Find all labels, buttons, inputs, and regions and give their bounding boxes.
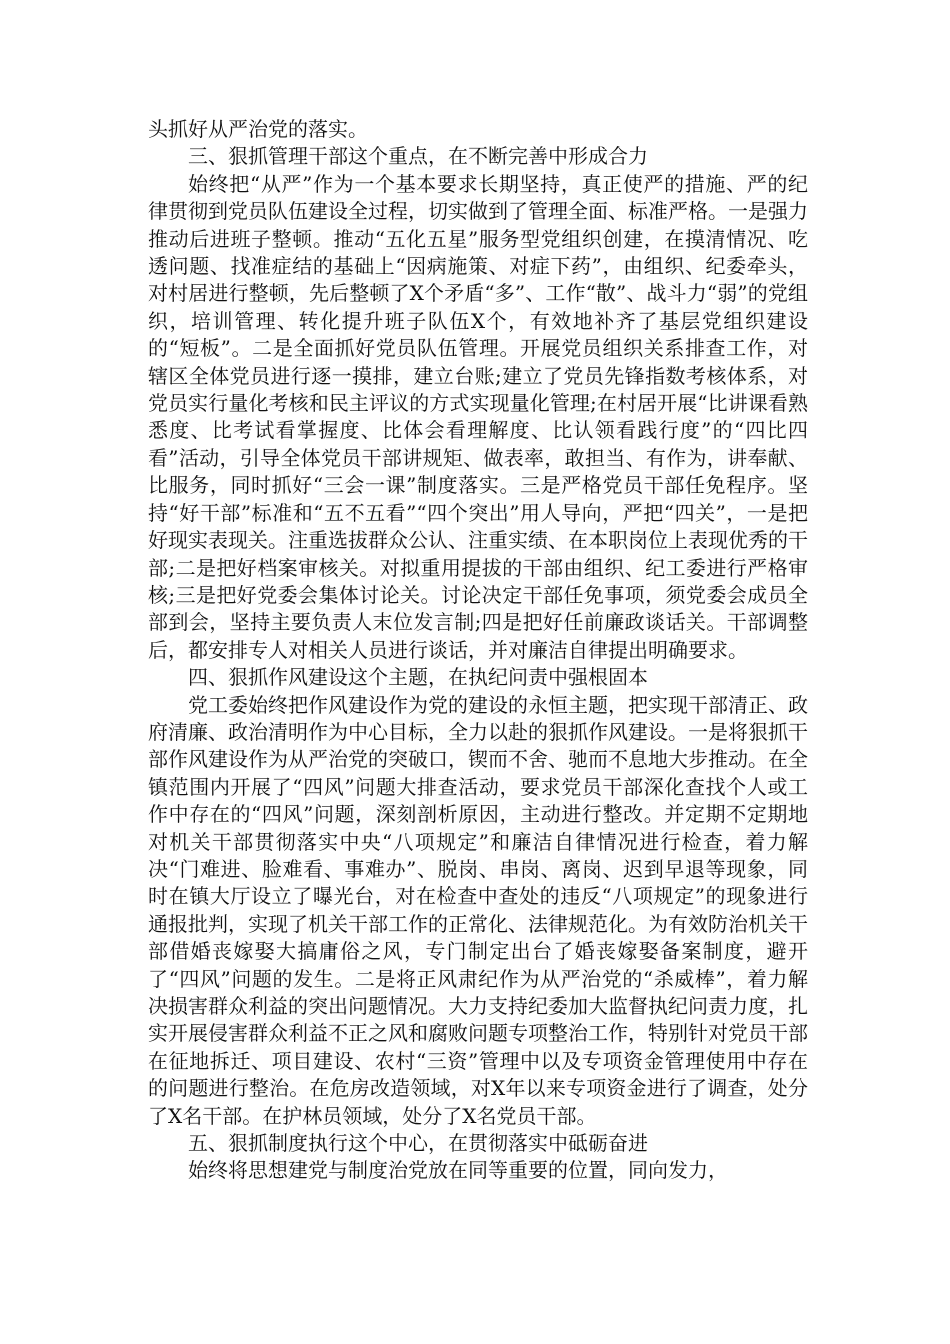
paragraph-continuation: 头抓好从严治党的落实。 [148, 117, 368, 141]
document-body [148, 116, 808, 1185]
section-heading-5: 五、狠抓制度执行这个中心，在贯彻落实中砥砺奋进 [188, 1131, 648, 1156]
paragraph-section-5: 始终将思想建党与制度治党放在同等重要的位置，同向发力， [188, 1158, 728, 1183]
paragraph-section-4: 党工委始终把作风建设作为党的建设的永恒主题，把实现干部清正、政府清廉、政治清明作为中心目标，全力以赴的狠抓作风建设。一是将狠抓干部作风建设作为从严治党的突破口，锲而不舍、驰而不息地大步推动。在全镇范围内开展了“四风”问题大排查活动，要求党员干部深化查找个人或工作中存在的“四风”问题，深刻剖析原因，主动进行整改。并定期不定期地对机关干部贯彻落实中央“八项规定”和廉洁自律情况进行检查，着力解决“门难进、脸难看、事难办”、脱岗、串岗、离岗、迟到早退等现象，同时在镇大厅设立了曝光台，对在检查中查处的违反“八项规定”的现象进行通报批判，实现了机关干部工作的正常化、法律规范化。为有效防治机关干部借婚丧嫁娶大搞庸俗之风，专门制定出台了婚丧嫁娶备案制度，避开了“四风”问题的发生。二是将正风肃纪作为从严治党的“杀威棒”，着力解决损害群众利益的突出问题情况。大力支持纪委加大监督执纪问责力度，扎实开展侵害群众利益不正之风和腐败问题专项整治工作，特别针对党员干部在征地拆迁、项目建设、农村“三资”管理中以及专项资金管理使用中存在的问题进行整治。在危房改造领域，对X年以来专项资金进行了调查，处分了X名干部。在护林员领域，处分了X名党员干部。 [148, 692, 808, 1128]
paragraph-section-3: 始终把“从严”作为一个基本要求长期坚持，真正使严的措施、严的纪律贯彻到党员队伍建设全过程，切实做到了管理全面、标准严格。一是强力推动后进班子整顿。推动“五化五星”服务型党组织创建，在摸清情况、吃透问题、找准症结的基础上“因病施策、对症下药”，由组织、纪委牵头，对村居进行整顿，先后整顿了X个矛盾“多”、工作“散”、战斗力“弱”的党组织，培训管理、转化提升班子队伍X个，有效地补齐了基层党组织建设的“短板”。二是全面抓好党员队伍管理。开展党员组织关系排查工作，对辖区全体党员进行逐一摸排，建立台账;建立了党员先锋指数考核体系，对党员实行量化考核和民主评议的方式实现量化管理;在村居开展“比讲课看熟悉度、比考试看掌握度、比体会看理解度、比认领看践行度”的“四比四看”活动，引导全体党员干部讲规矩、做表率，敢担当、有作为，讲奉献、比服务，同时抓好“三会一课”制度落实。三是严格党员干部任免程序。坚持“好干部”标准和“五不五看”“四个突出”用人导向，严把“四关”，一是把好现实表现关。注重选拔群众公认、注重实绩、在本职岗位上表现优秀的干部;二是把好档案审核关。对拟重用提拔的干部由组织、纪工委进行严格审核;三是把好党委会集体讨论关。讨论决定干部任免事项，须党委会成员全部到会，坚持主要负责人末位发言制;四是把好任前廉政谈话关。干部调整后，都安排专人对相关人员进行谈话，并对廉洁自律提出明确要求。 [148, 171, 808, 662]
section-heading-4: 四、狠抓作风建设这个主题，在执纪问责中强根固本 [188, 665, 648, 690]
section-heading-3: 三、狠抓管理干部这个重点，在不断完善中形成合力 [188, 144, 648, 169]
